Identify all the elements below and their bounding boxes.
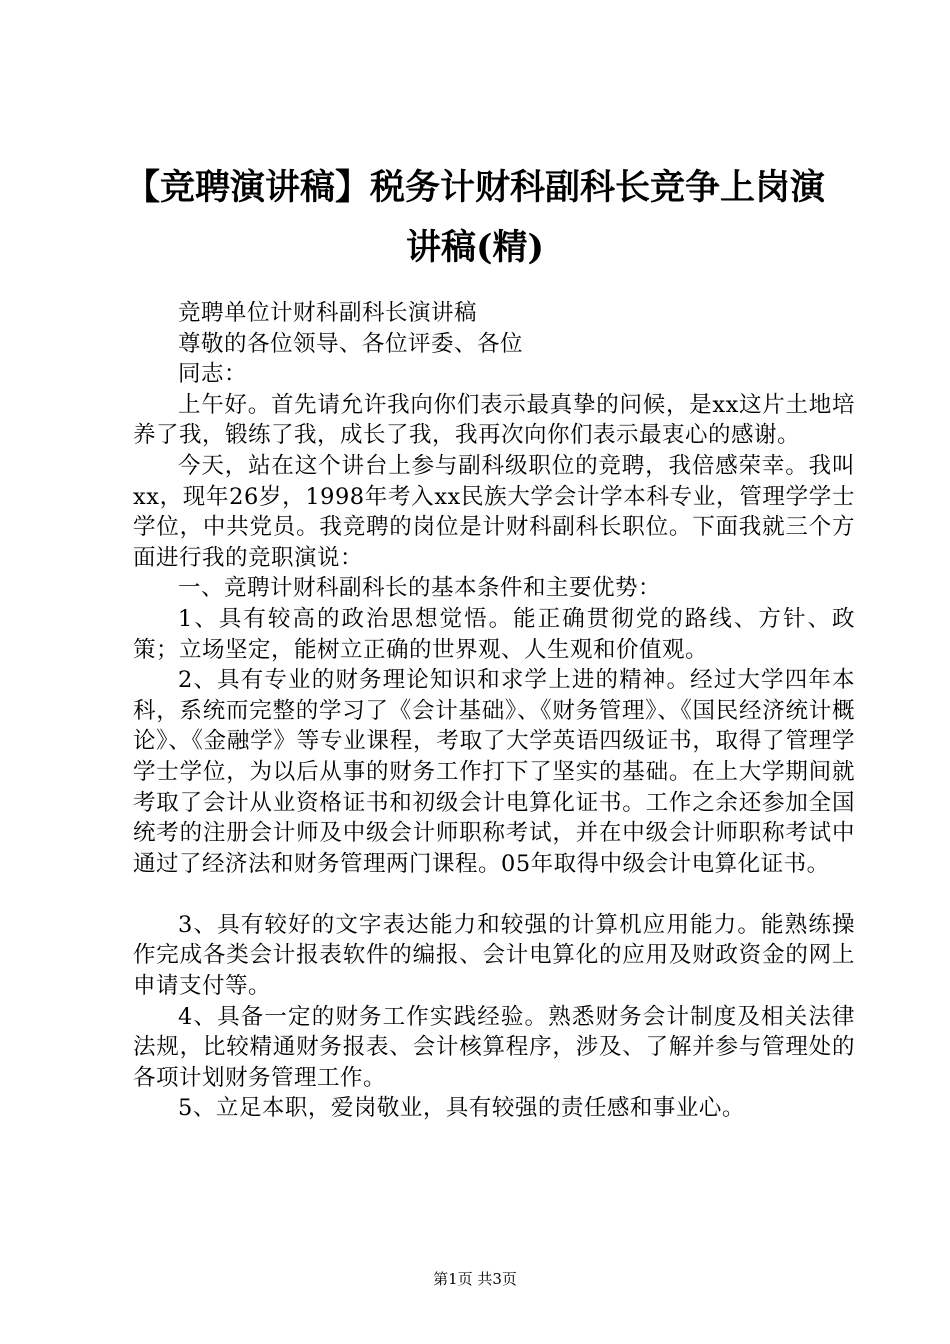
- paragraph-salutation-cont: 同志：: [178, 361, 248, 388]
- document-title: 【竞聘演讲稿】税务计财科副科长竞争上岗演讲稿(精): [124, 167, 825, 268]
- paragraph-item-5: 5、立足本职，爱岗敬业，具有较强的责任感和事业心。: [178, 1095, 745, 1122]
- paragraph-item-2: 2、具有专业的财务理论知识和求学上进的精神。经过大学四年本科，系统而完整的学习了《会计基础》、《财务管理》、《国民经济统计概论》、《金融学》等专业课程，考取了大学英语四级证书，取得了管理学学士学位，为以后从事的财务工作打下了坚实的基础。在上大学期间就考取了会计从业资格证书和初级会计电算化证书。工作之余还参加全国统考的注册会计师及中级会计师职称考试，并在中级会计师职称考试中通过了经济法和财务管理两门课程。05年取得中级会计电算化证书。: [133, 667, 855, 877]
- paragraph-spacer: [133, 879, 855, 910]
- paragraph-item-1: 1、具有较高的政治思想觉悟。能正确贯彻党的路线、方针、政策；立场坚定，能树立正确的世界观、人生观和价值观。: [133, 605, 855, 663]
- paragraph-section-heading: 一、竞聘计财科副科长的基本条件和主要优势：: [178, 575, 662, 602]
- paragraph-item-4: 4、具备一定的财务工作实践经验。熟悉财务会计制度及相关法律法规，比较精通财务报表、会计核算程序，涉及、了解并参与管理处的各项计划财务管理工作。: [133, 1003, 855, 1091]
- paragraph-salutation: 尊敬的各位领导、各位评委、各位: [178, 330, 524, 357]
- paragraph-introduction: 今天，站在这个讲台上参与副科级职位的竞聘，我倍感荣幸。我叫xx，现年26岁，1998年考入xx民族大学会计学本科专业，管理学学士学位，中共党员。我竞聘的岗位是计财科副科长职位。下面我就三个方面进行我的竞职演说：: [133, 452, 855, 571]
- paragraph-greeting: 上午好。首先请允许我向你们表示最真挚的问候，是xx这片土地培养了我，锻练了我，成长了我，我再次向你们表示最衷心的感谢。: [133, 391, 855, 449]
- paragraph-item-3: 3、具有较好的文字表达能力和较强的计算机应用能力。能熟练操作完成各类会计报表软件的编报、会计电算化的应用及财政资金的网上申请支付等。: [133, 911, 855, 1000]
- paragraph-position: 竞聘单位计财科副科长演讲稿: [178, 300, 478, 326]
- document-body: [133, 298, 855, 1124]
- page-footer: 第1页 共3页: [433, 1270, 517, 1288]
